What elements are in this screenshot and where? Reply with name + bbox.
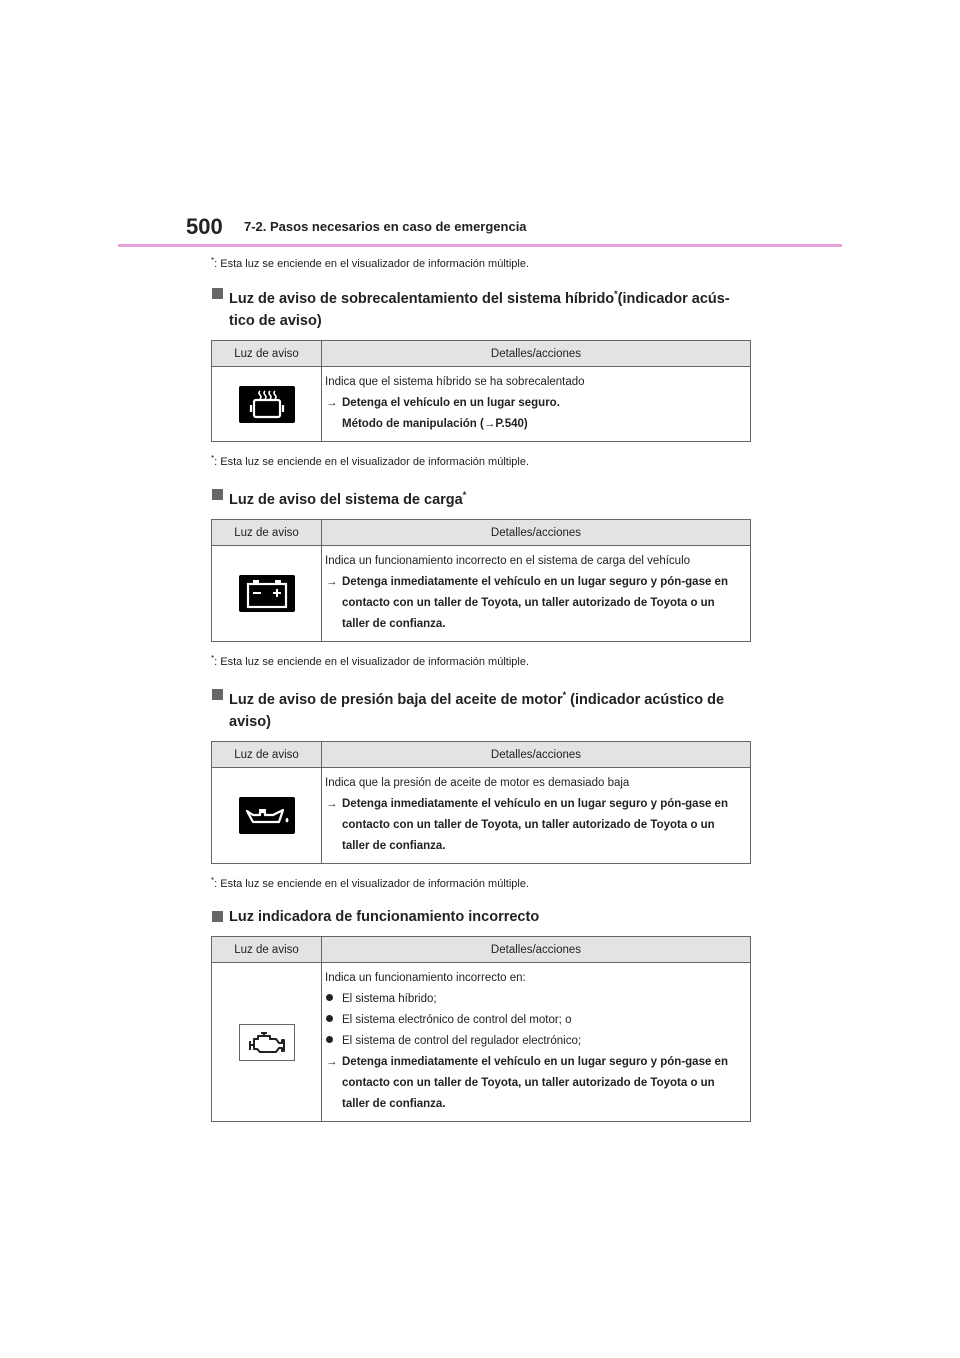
list-item (325, 1031, 744, 1052)
details-cell (322, 546, 751, 642)
action-text: Detenga inmediatamente el vehículo en un lugar seguro y pón-gase en contacto con un taller de Toyota, un taller autorizado de Toyota o un taller de confianza. (342, 1056, 728, 1110)
heading-text-suffix: (indicador acústico de aviso) (229, 692, 725, 730)
heading-text: Luz de aviso de presión baja del aceite de motor (229, 692, 563, 708)
bullet-dot-icon (325, 989, 342, 1010)
warning-table-overheat (211, 340, 751, 442)
arrow-right-icon: → (326, 1056, 338, 1068)
arrow-right-icon: → (326, 576, 338, 588)
action-instruction (325, 572, 744, 635)
warning-table-charging (211, 519, 751, 642)
column-header-light: Luz de aviso (212, 742, 322, 768)
column-header-light: Luz de aviso (212, 520, 322, 546)
footnote (211, 254, 751, 271)
icon-cell (212, 963, 322, 1122)
detail-intro: Indica que la presión de aceite de motor es demasiado baja (325, 777, 630, 789)
chapter-title: 7-2. Pasos necesarios en caso de emergencia (244, 219, 527, 234)
column-header-details: Detalles/acciones (322, 520, 751, 546)
reference-text: Método de manipulación ( (342, 418, 484, 430)
footnote-marker: * (462, 490, 467, 500)
list-item-text: El sistema de control del regulador electrónico; (342, 1035, 582, 1047)
list-item-text: El sistema híbrido; (342, 993, 437, 1005)
footnote-marker: * (211, 256, 215, 265)
bullet-dot-icon (325, 1010, 342, 1031)
section-heading-overheat (211, 283, 751, 332)
page-reference-link[interactable]: P.540) (495, 418, 528, 430)
detail-intro: Indica un funcionamiento incorrecto en el sistema de carga del vehículo (325, 555, 691, 567)
action-instruction (325, 1052, 744, 1115)
section-heading-oil-pressure (211, 684, 751, 733)
table-header-row (212, 520, 751, 546)
table-header-row (212, 937, 751, 963)
section-heading-charging (211, 484, 751, 511)
list-item-text: El sistema electrónico de control del motor; o (342, 1014, 572, 1026)
footnote (211, 652, 751, 669)
check-engine-icon (239, 1024, 295, 1061)
footnote (211, 874, 751, 891)
battery-charging-icon (239, 575, 295, 612)
action-text: Detenga el vehículo en un lugar seguro. (342, 397, 560, 409)
detail-intro: Indica que el sistema híbrido se ha sobrecalentado (325, 376, 585, 388)
footnote-marker: * (562, 690, 567, 700)
action-text: Detenga inmediatamente el vehículo en un lugar seguro y pón-gase en contacto con un taller de Toyota, un taller autorizado de Toyota o un taller de confianza. (342, 798, 728, 852)
heading-text: Luz indicadora de funcionamiento incorrecto (229, 909, 540, 925)
oil-pressure-icon (239, 797, 295, 834)
column-header-light: Luz de aviso (212, 937, 322, 963)
bullet-dot-icon (325, 1031, 342, 1052)
column-header-light: Luz de aviso (212, 341, 322, 367)
details-cell (322, 963, 751, 1122)
icon-cell (212, 367, 322, 442)
detail-intro: Indica un funcionamiento incorrecto en: (325, 972, 526, 984)
square-bullet-icon (212, 689, 223, 700)
column-header-details: Detalles/acciones (322, 341, 751, 367)
footnote-marker: * (211, 654, 215, 663)
footnote-text: : Esta luz se enciende en el visualizador de información múltiple. (214, 878, 530, 890)
details-cell (322, 367, 751, 442)
table-row (212, 367, 751, 442)
table-row (212, 546, 751, 642)
header-rule (118, 244, 842, 247)
heading-text: Luz de aviso del sistema de carga (229, 492, 463, 508)
icon-cell (212, 546, 322, 642)
list-item (325, 989, 744, 1010)
action-instruction (325, 393, 744, 435)
table-header-row (212, 742, 751, 768)
warning-table-oil-pressure (211, 741, 751, 864)
action-text: Detenga inmediatamente el vehículo en un lugar seguro y pón-gase en contacto con un taller de Toyota, un taller autorizado de Toyota o un taller de confianza. (342, 576, 728, 630)
column-header-details: Detalles/acciones (322, 742, 751, 768)
footnote-text: : Esta luz se enciende en el visualizador de información múltiple. (214, 656, 530, 668)
page-number: 500 (186, 214, 223, 239)
footnote-marker: * (614, 289, 618, 299)
details-cell (322, 768, 751, 864)
arrow-right-icon: → (326, 798, 338, 810)
hybrid-system-overheat-icon (239, 386, 295, 423)
table-header-row (212, 341, 751, 367)
column-header-details: Detalles/acciones (322, 937, 751, 963)
square-bullet-icon (212, 911, 223, 922)
footnote-marker: * (211, 876, 215, 885)
table-row (212, 768, 751, 864)
page-content (211, 254, 751, 1132)
section-heading-malfunction (211, 906, 751, 928)
footnote-text: : Esta luz se enciende en el visualizador de información múltiple. (214, 258, 530, 270)
arrow-right-icon: → (483, 418, 496, 430)
heading-text-suffix: (indicador acús-tico de aviso) (229, 291, 730, 329)
square-bullet-icon (212, 489, 223, 500)
list-item (325, 1010, 744, 1031)
footnote-text: : Esta luz se enciende en el visualizador de información múltiple. (214, 456, 530, 468)
action-instruction (325, 794, 744, 857)
footnote-marker: * (211, 454, 215, 463)
table-row (212, 963, 751, 1122)
heading-text: Luz de aviso de sobrecalentamiento del sistema híbrido (229, 291, 615, 307)
icon-cell (212, 768, 322, 864)
warning-table-malfunction (211, 936, 751, 1122)
arrow-right-icon: → (326, 397, 338, 409)
square-bullet-icon (212, 288, 223, 299)
footnote (211, 452, 751, 469)
